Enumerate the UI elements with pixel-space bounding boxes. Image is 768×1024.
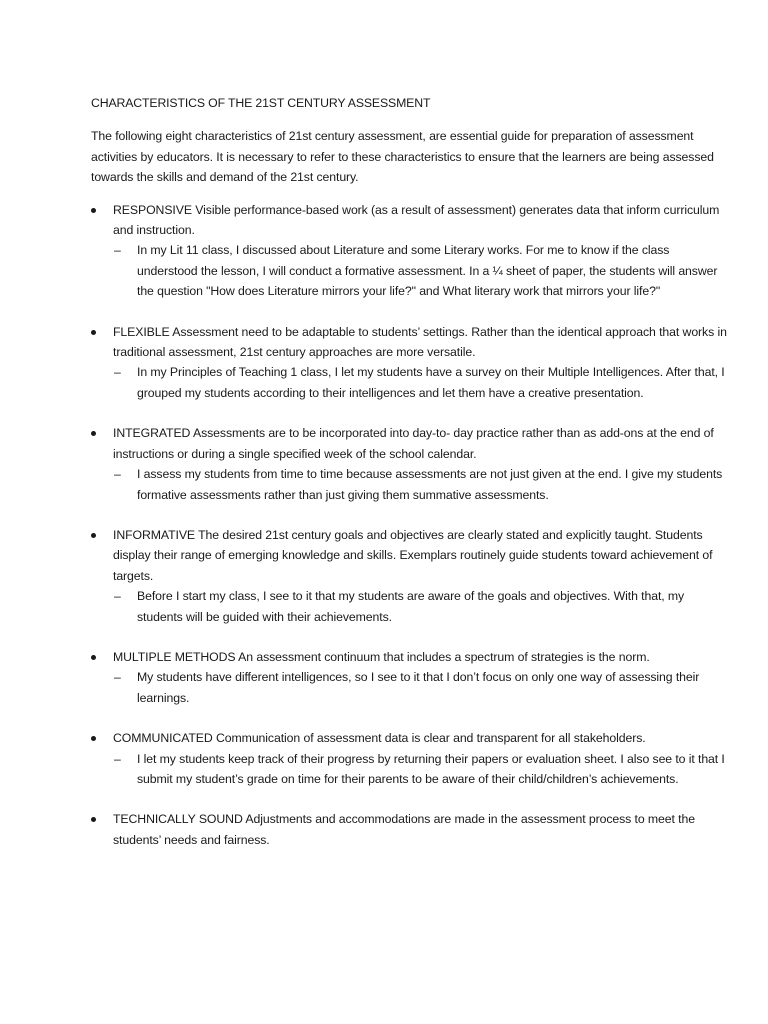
dash-icon: – [114,365,121,380]
bullet-icon [91,330,96,335]
characteristic-item-integrated [91,423,728,505]
bullet-icon [91,208,96,213]
example-text: I assess my students from time to time because assessments are not just given at the end. I give my students formative assessments rather than just giving them summative assessments. [137,467,723,502]
example-item [113,240,728,301]
characteristic-heading: MULTIPLE METHODS [113,649,236,664]
characteristic-item-communicated [91,728,728,789]
example-text: In my Lit 11 class, I discussed about Literature and some Literary works. For me to know if the class understood the lesson, I will conduct a formative assessment. In a ¼ sheet of paper, the students will answer the question "How does Literature mirrors your life?" and What literary work that mirrors your life?" [137,243,718,299]
document-title: CHARACTERISTICS OF THE 21ST CENTURY ASSESSMENT [91,96,431,110]
example-item [113,667,728,708]
characteristic-item-responsive [91,200,728,302]
example-item [113,464,728,505]
bullet-icon [91,431,96,436]
bullet-icon [91,533,96,538]
characteristic-description: Assessments are to be incorporated into day-to- day practice rather than as add-ons at the end of instructions or during a single specified week of the school calendar. [113,426,714,461]
characteristic-heading: COMMUNICATED [113,731,213,746]
dash-icon: – [114,751,121,766]
characteristic-heading: RESPONSIVE [113,202,192,217]
characteristic-heading: INTEGRATED [113,426,191,441]
example-text: My students have different intelligences, so I see to it that I don’t focus on only one way of assessing their learnings. [137,670,700,705]
characteristic-description: Adjustments and accommodations are made in the assessment process to meet the students’ needs and fairness. [113,812,695,847]
characteristic-item-technically-sound [91,809,728,850]
characteristics-list [91,200,728,851]
characteristic-description: An assessment continuum that includes a spectrum of strategies is the norm. [238,649,650,664]
example-item [113,362,728,403]
dash-icon: – [114,243,121,258]
characteristic-item-multiple-methods [91,647,728,708]
characteristic-description: Assessment need to be adaptable to students’ settings. Rather than the identical approach that works in traditional assessment, 21st century approaches are more versatile. [113,324,727,360]
characteristic-item-flexible [91,322,728,404]
example-item [113,586,728,627]
characteristic-item-informative [91,525,728,627]
dash-icon: – [114,589,121,604]
bullet-icon [91,655,96,660]
characteristic-heading: INFORMATIVE [113,527,196,542]
bullet-icon [91,736,96,741]
example-text: Before I start my class, I see to it that my students are aware of the goals and objectives. With that, my students will be guided with their achievements. [137,589,685,624]
example-text: In my Principles of Teaching 1 class, I let my students have a survey on their Multiple Intelligences. After that, I grouped my students according to their intelligences and let them have a creative presentation. [137,365,725,400]
characteristic-heading: TECHNICALLY SOUND [113,812,243,827]
characteristic-description: The desired 21st century goals and objectives are clearly stated and explicitly taught. Students display their range of emerging knowledge and skills. Exemplars routinely guide students toward achievement of targets. [113,527,713,583]
dash-icon: – [114,467,121,482]
example-item [113,749,728,790]
example-text: I let my students keep track of their progress by returning their papers or evaluation sheet. I also see to it that I submit my student’s grade on time for their parents to be aware of their child/children’s achievements. [137,751,725,786]
characteristic-description: Communication of assessment data is clear and transparent for all stakeholders. [216,731,646,746]
dash-icon: – [114,670,121,685]
characteristic-heading: FLEXIBLE [113,324,170,339]
intro-paragraph: The following eight characteristics of 21st century assessment, are essential guide for preparation of assessment activities by educators. It is necessary to refer to these characteristics to ensure that the learners are being assessed towards the skills and demand of the 21st century. [91,129,714,185]
bullet-icon [91,817,96,822]
characteristic-description: Visible performance-based work (as a result of assessment) generates data that inform curriculum and instruction. [113,202,720,238]
